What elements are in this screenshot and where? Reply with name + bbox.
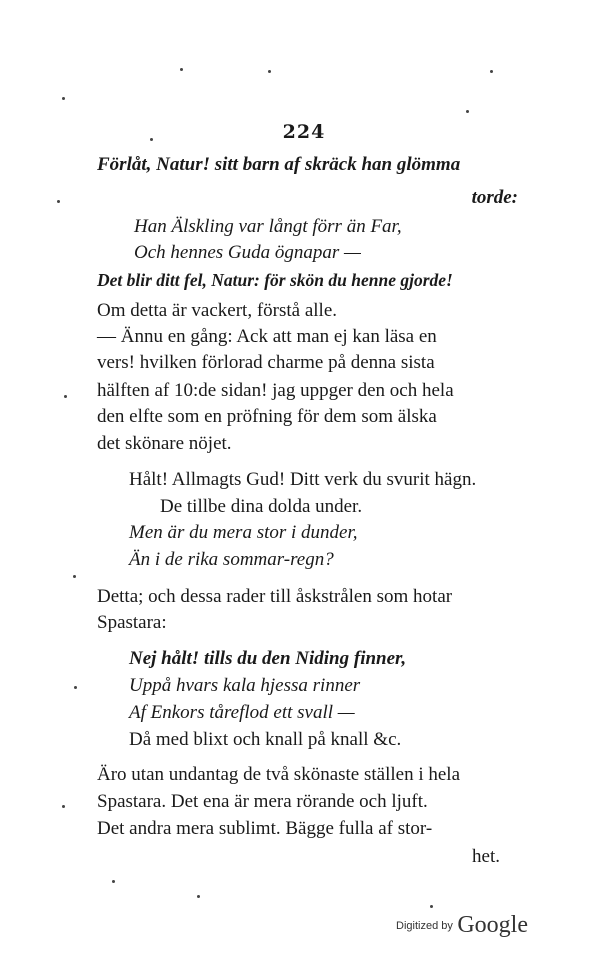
scan-speck: [490, 70, 493, 73]
scan-speck: [74, 686, 77, 689]
scan-speck: [62, 97, 65, 100]
text-line-23: Spastara. Det ena är mera rörande och ljuft.: [97, 791, 428, 812]
text-line-13: De tillbe dina dolda under.: [160, 496, 363, 517]
scan-speck: [64, 395, 67, 398]
digitized-by-google-watermark: [396, 912, 528, 939]
scan-speck: [466, 110, 469, 113]
text-line-2: torde:: [471, 187, 518, 208]
text-line-9: hälften af 10:de sidan! jag uppger den och hela: [97, 380, 454, 401]
text-line-12: Hålt! Allmagts Gud! Ditt verk du svurit hägn.: [129, 469, 477, 490]
scan-speck: [57, 200, 60, 203]
page-number: 224: [282, 121, 326, 143]
scan-speck: [112, 880, 115, 883]
text-line-11: det skönare nöjet.: [97, 433, 232, 454]
text-line-7: — Ännu en gång: Ack att man ej kan läsa en: [97, 326, 437, 347]
text-line-16: Detta; och dessa rader till åskstrålen som hotar: [97, 586, 453, 607]
scan-speck: [430, 905, 433, 908]
text-line-22: Äro utan undantag de två skönaste ställen i hela: [97, 764, 461, 785]
text-line-18: Nej hålt! tills du den Niding finner,: [129, 648, 407, 669]
text-line-3: Han Älskling var långt förr än Far,: [134, 216, 402, 237]
text-line-5: Det blir ditt fel, Natur: för skön du henne gjorde!: [97, 270, 453, 290]
scan-speck: [62, 805, 65, 808]
text-line-4: Och hennes Guda ögnapar —: [134, 242, 361, 263]
text-line-10: den elfte som en pröfning för dem som älska: [97, 406, 437, 427]
text-line-21: Då med blixt och knall på knall &c.: [129, 729, 402, 750]
scan-speck: [150, 138, 153, 141]
digitized-by-label: Digitized by: [396, 920, 453, 932]
text-line-1: Förlåt, Natur! sitt barn af skräck han glömma: [97, 154, 461, 175]
scan-speck: [180, 68, 183, 71]
text-line-15: Än i de rika sommar-regn?: [129, 549, 334, 570]
text-line-25: het.: [472, 846, 500, 867]
scan-speck: [197, 895, 200, 898]
scan-speck: [73, 575, 76, 578]
text-line-8: vers! hvilken förlorad charme på denna sista: [97, 352, 435, 373]
text-line-20: Af Enkors tåreflod ett svall —: [129, 702, 355, 723]
text-line-19: Uppå hvars kala hjessa rinner: [129, 675, 361, 696]
text-line-24: Det andra mera sublimt. Bägge fulla af stor-: [97, 818, 433, 839]
google-logo: Google: [457, 912, 528, 938]
text-line-6: Om detta är vackert, förstå alle.: [97, 300, 338, 321]
text-line-17: Spastara:: [97, 612, 167, 633]
text-line-14: Men är du mera stor i dunder,: [129, 522, 358, 543]
scan-speck: [268, 70, 271, 73]
